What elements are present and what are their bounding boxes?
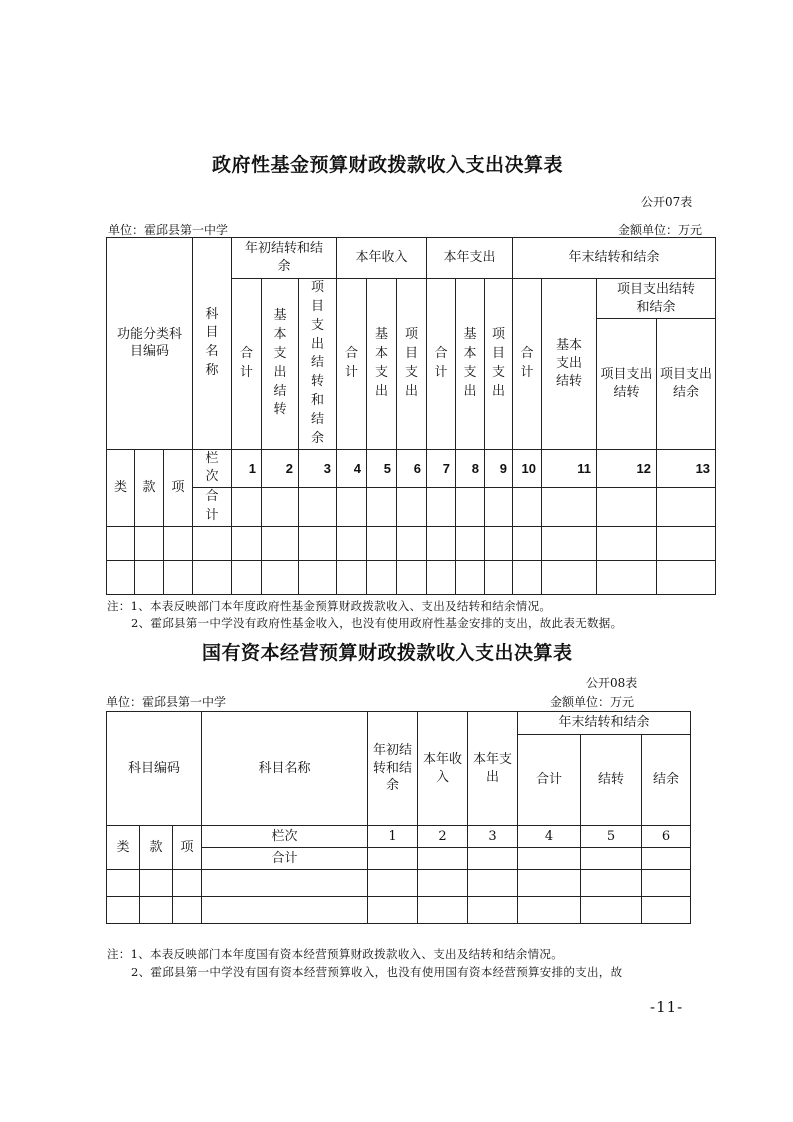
func-code-header: 功能分类科目编码 — [107, 238, 193, 450]
col-number: 12 — [597, 449, 657, 488]
col-index-label: 栏次 — [193, 449, 232, 488]
kuan-header: 款 — [135, 449, 164, 526]
col-number: 3 — [468, 826, 518, 848]
col-number: 11 — [542, 449, 597, 488]
income-basic-header: 基本支出 — [367, 279, 397, 450]
col-index-label: 栏次 — [202, 826, 368, 848]
xiang-header: 项 — [164, 449, 193, 526]
begin-project-header: 项目支出结转和结余 — [299, 279, 337, 450]
table-row — [107, 870, 691, 897]
table1-note-2: 2、霍邱县第一中学没有政府性基金收入，也没有使用政府性基金安排的支出，故此表无数据。 — [131, 616, 623, 630]
table2-note-1: 注：1、本表反映部门本年度国有资本经营预算财政拨款收入、支出及结转和结余情况。 — [107, 947, 564, 961]
end-total-header: 合计 — [513, 279, 542, 450]
income-header: 本年收入 — [337, 238, 427, 279]
end-total-header: 合计 — [518, 735, 581, 826]
col-number: 6 — [642, 826, 691, 848]
table2-title: 国有资本经营预算财政拨款收入支出决算表 — [202, 642, 573, 664]
income-project-header: 项目支出 — [397, 279, 427, 450]
table-row — [107, 560, 716, 594]
begin-total-header: 合计 — [232, 279, 262, 450]
table1-code: 公开07表 — [641, 195, 693, 209]
income-header: 本年收入 — [418, 712, 468, 826]
col-number: 5 — [581, 826, 642, 848]
end-carry-header: 结转 — [581, 735, 642, 826]
table1-unit: 单位：霍邱县第一中学 — [108, 223, 229, 237]
end-header: 年末结转和结余 — [518, 712, 691, 735]
table2-currency: 金额单位：万元 — [550, 695, 635, 709]
expense-header: 本年支出 — [427, 238, 513, 279]
col-number: 2 — [418, 826, 468, 848]
expense-project-header: 项目支出 — [485, 279, 513, 450]
col-number: 13 — [657, 449, 716, 488]
table1-grid — [106, 237, 716, 595]
lei-header: 类 — [107, 449, 135, 526]
col-number: 6 — [397, 449, 427, 488]
begin-header: 年初结转和结余 — [232, 238, 337, 279]
col-number: 4 — [518, 826, 581, 848]
kuan-header: 款 — [140, 826, 173, 870]
begin-basic-carry-header: 基本支出结转 — [262, 279, 299, 450]
lei-header: 类 — [107, 826, 140, 870]
table1-note-1: 注：1、本表反映部门本年度政府性基金预算财政拨款收入、支出及结转和结余情况。 — [107, 599, 552, 613]
table1-title: 政府性基金预算财政拨款收入支出决算表 — [212, 154, 564, 176]
col-number: 3 — [299, 449, 337, 488]
table2-grid — [106, 711, 691, 924]
xiang-header: 项 — [173, 826, 202, 870]
subject-name-header: 科目名称 — [193, 238, 232, 450]
col-number: 1 — [232, 449, 262, 488]
table-row — [107, 897, 691, 924]
end-header: 年末结转和结余 — [513, 238, 716, 279]
col-number: 4 — [337, 449, 367, 488]
expense-header: 本年支出 — [468, 712, 518, 826]
col-number: 9 — [485, 449, 513, 488]
end-project-balance-header: 项目支出结余 — [657, 319, 716, 449]
col-number: 10 — [513, 449, 542, 488]
table-row — [107, 526, 716, 560]
table2-code: 公开08表 — [586, 676, 638, 690]
col-number: 8 — [456, 449, 485, 488]
end-basic-carry-header: 基本支出结转 — [542, 279, 597, 450]
name-header: 科目名称 — [202, 712, 368, 826]
col-number: 2 — [262, 449, 299, 488]
col-number: 1 — [368, 826, 418, 848]
code-header: 科目编码 — [107, 712, 202, 826]
income-total-header: 合计 — [337, 279, 367, 450]
end-project-header: 项目支出结转和结余 — [597, 279, 716, 319]
col-number: 7 — [427, 449, 456, 488]
col-number: 5 — [367, 449, 397, 488]
total-row-label: 合计 — [202, 848, 368, 870]
table1-currency: 金额单位：万元 — [618, 223, 703, 237]
begin-header: 年初结转和结余 — [368, 712, 418, 826]
expense-basic-header: 基本支出 — [456, 279, 485, 450]
table2-note-2: 2、霍邱县第一中学没有国有资本经营预算收入，也没有使用国有资本经营预算安排的支出，故 — [131, 965, 623, 979]
expense-total-header: 合计 — [427, 279, 456, 450]
page-number: -11- — [650, 998, 684, 1016]
end-project-carry-header: 项目支出结转 — [597, 319, 657, 449]
end-balance-header: 结余 — [642, 735, 691, 826]
table2-unit: 单位：霍邱县第一中学 — [106, 695, 227, 709]
total-row-label: 合计 — [193, 488, 232, 527]
